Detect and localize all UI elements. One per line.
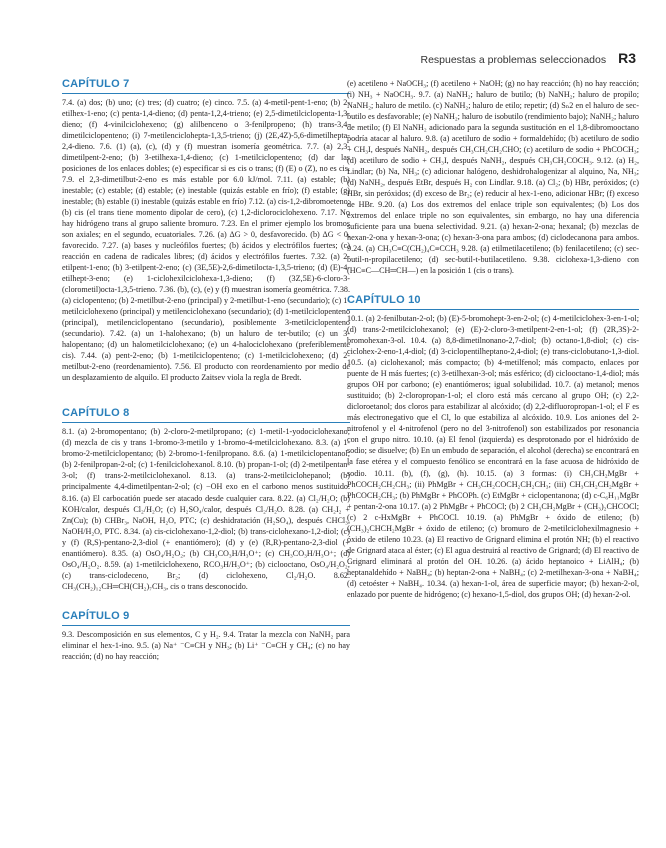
running-title: Respuestas a problemas seleccionados xyxy=(420,54,607,66)
chapter-heading: CAPÍTULO 8 xyxy=(62,407,350,423)
right-column xyxy=(347,78,639,610)
page-number: R3 xyxy=(618,50,636,66)
chapter-8-section xyxy=(62,407,350,591)
chapter-9-continued xyxy=(347,78,639,276)
chapter-heading: CAPÍTULO 10 xyxy=(347,294,639,310)
answers-text: 8.1. (a) 2-bromopentano; (b) 2-cloro-2-metilpropano; (c) 1-metil-1-yodociclohexano; (d) mezcla de cis y trans 1-bromo-3-metilo y 1-bromo-4-metilciclohexano. 8.3. (a) 1-bromo-2-metilciclopentano; (b) 2-bromo-1-fenilpropano. 8.6. (a) 1-metilciclopentanol; (b) 2-fenilpropan-2-ol; (c) 1-fenilciclohexanol. 8.10. (b) propan-1-ol; (d) 2-metilpentan-3-ol; (f) trans-2-metilciclohexanol. 8.13. (a) trans-2-metilciclohepanol; (b) principalmente 4,4-dimetilpentan-2-ol; (c) −OH exo en el carbono menos sustituido. 8.16. (a) El carbocatión puede ser atacado desde cualquier cara. 8.22. (a) Cl₂/H₂O; (b) KOH/calor, después Cl₂/H₂O; (c) H₂SO₄/calor, después Cl₂/H₂O. 8.28. (a) CH₂I₂ + Zn(Cu); (b) CHBr₃, NaOH, H₂O, PTC; (c) deshidratación (H₂SO₄), después CHCl₃, NaOH/H₂O, PTC. 8.34. (a) cis-ciclohexano-1,2-diol; (b) trans-ciclohexano-1,2-diol; (c) y (f) (R,S)-pentano-2,3-diol (+ enantiómero); (d) y (e) (R,R)-pentano-2,3-diol (+ enantiómero). 8.35. (a) OsO₄/H₂O₂; (b) CH₃CO₃H/H₃O⁺; (c) CH₃CO₃H/H₃O⁺; (d) OsO₄/H₂O₂. 8.59. (a) 1-metilciclohexeno, RCO₃H/H₃O⁺; (b) ciclooctano, OsO₄/H₂O₂; (c) trans-ciclodeceno, Br₂; (d) ciclohexeno, Cl₂/H₂O. 8.62. CH₃(CH₂)₁₂CH═CH(CH₂)₇CH₃, cis o trans desconocido. xyxy=(62,427,350,591)
answers-text: 7.4. (a) dos; (b) uno; (c) tres; (d) cuatro; (e) cinco. 7.5. (a) 4-metil-pent-1-eno; (b) 2-etilhex-1-eno; (c) penta-1,4-dieno; (d) penta-1,2,4-trieno; (e) 2,5-dimetilciclopenta-1,3-dieno; (f) 4-vinilciclohexeno; (g) alilbenceno o 3-fenilpropeno; (h) trans-3,4-dimetilciclopenteno; (i) 7-metilenciclohepta-1,3,5-trieno; (j) (2E,4Z)-5,6-dimetilhepta-2,4-dieno. 7.6. (1) (a), (c), (d) y (f) muestran isomería geométrica. 7.7. (a) 2,3-dimetilpent-2-eno; (b) 3-etilhexa-1,4-dieno; (c) 1-metilciclopenteno; (d) dar las posiciones de los enlaces dobles; (e) especificar si es cis o trans; (f) (E) o (Z), no es cis. 7.9. el 2,3-dimetilbut-2-eno es más estable por 6.0 kJ/mol. 7.11. (a) estable; (b) inestable; (c) estable; (d) estable; (e) inestable (quizás estable en frío); (f) estable; (g) inestable; (h) estable (i) inestable (quizás estable en frío) 7.12. (a) cis-1,2-dibromoeteno; (b) cis (el trans tiene momento dipolar de cero), (c) 1,2-diclorociclohexeno. 7.17. No hay hidrógeno trans al grupo saliente bromuro. 7.23. En el primer ejemplo los bromos son axiales; en el segundo, ecuatoriales. 7.26. (a) ΔG > 0, desfavorecido. (b) ΔG < 0, favorecido. 7.27. (a) bases y nucleófilos fuertes; (b) ácidos y electrófilos fuertes; (c) reacción en cadena de radicales libres; (d) ácidos y electrófilos fuertes. 7.32. (a) 2-etilpent-1-eno; (b) 3-etilpent-2-eno; (c) (3E,5E)-2,6-dimetilocta-1,3,5-trieno; (d) (E)-4-etilhept-3-eno; (e) 1-ciclohexilciclohexa-1,3-dieno; (f) (3Z,5E)-6-cloro-3-(clorometil)octa-1,3,5-trieno. 7.36. (b), (c), (e) y (f) muestran isomería geométrica. 7.38. (a) ciclopenteno; (b) 2-metilbut-2-eno (principal) y 2-metilbut-1-eno (secundario); (c) 1-metilciclohexeno (principal) y metilenciclohexano (secundario); (d) 1-metilciclopenteno (principal), metilenciclopentano (secundario), posiblemente 3-metilciclopenteno (secundario). 7.42. (a) un 1-halohexano; (b) un haluro de ter-butilo; (c) un 3-halopentano; (d) un halometilciclohexano; (e) un 4-halociclohexano (preferiblemente cis). 7.44. (a) pent-2-eno; (b) 1-metilciclopenteno; (c) 1-metilciclohexeno; (d) 2-metilbut-2-eno (reordenamiento). 7.56. El producto con reordenamiento por medio de un desplazamiento de alquilo. El producto Zaitsev viola la regla de Bredt. xyxy=(62,98,350,383)
chapter-9-section xyxy=(62,610,350,662)
left-column xyxy=(62,78,350,672)
chapter-heading: CAPÍTULO 9 xyxy=(62,610,350,626)
answers-text: 10.1. (a) 2-fenilbutan-2-ol; (b) (E)-5-bromohept-3-en-2-ol; (c) 4-metilciclohex-3-en-1-ol; (d) trans-2-metilciclohexanol; (e) (E)-2-cloro-3-metilpent-2-en-1-ol; (f) (2R,3S)-2-bromohexan-3-ol. 10.4. (a) 8,8-dimetilnonano-2,7-diol; (b) octano-1,8-diol; (c) cis-ciclohex-2-eno-1,4-diol; (d) 3-ciclopentilheptano-2,4-diol; (e) trans-ciclobutano-1,3-diol. 10.5. (a) ciclohexanol; más compacto; (b) 4-metilfenol; más compacto, enlaces por puente de H más fuertes; (c) 3-etilhexan-3-ol; más esférico; (d) ciclooctano-1,4-diol; más grupos OH por carbono; (e) enantiómeros; igual solubilidad. 10.7. (a) metanol; menos sustituido; (b) 2-cloropropan-1-ol; el cloro está más cercano al grupo OH; (c) 2,2-dicloroetanol; dos cloros para estabilizar al alcóxido; (d) 2,2-difluoropropan-1-ol; el F es más electronegativo que el Cl, lo que estabiliza al alcóxido. 10.9. Los aniones del 2-nitrofenol y el 4-nitrofenol (pero no del 3-nitrofenol) son estabilizados por resonancia con el grupo nitro. 10.10. (a) El fenol (izquierda) es desprotonado por el hidróxido de sodio; se disuelve; (b) En un embudo de separación, el alcohol (derecha) se encontrará en la fase etérea y el compuesto fenólico se encontrará en la fase acuosa de hidróxido de sodio. 10.11. (b), (f), (g), (h). 10.15. (a) 3 formas: (i) CH₃CH₂MgBr + PhCOCH₂CH₂CH₃; (ii) PhMgBr + CH₃CH₂COCH₂CH₂CH₃; (iii) CH₃CH₂CH₂MgBr + PhCOCH₂CH₃; (b) PhMgBr + PhCOPh. (c) EtMgBr + ciclopentanona; (d) c-C₆H₁₁MgBr + pentan-2-ona 10.17. (a) 2 PhMgBr + PhCOCl; (b) 2 CH₃CH₂MgBr + (CH₃)₂CHCOCl; (c) 2 c-HxMgBr + PhCOCl. 10.19. (a) PhMgBr + óxido de etileno; (b) (CH₃)₂CHCH₂MgBr + óxido de etileno; (c) bromuro de 2-metilciclohexilmagnesio + óxido de etileno 10.23. (a) El reactivo de Grignard elimina el protón NH; (b) el reactivo de Grignard ataca al éster; (c) El agua destruirá al reactivo de Grignard; (d) El reactivo de Grignard eliminará al protón del OH. 10.26. (a) ácido heptanoico + LiAlH₄; (b) heptanaldehído + NaBH₄; (b) heptan-2-ona + NaBH₄; (c) 2-metilhexan-3-ona + NaBH₄; (d) cetoéster + NaBH₄. 10.34. (a) hexan-1-ol, área de superficie mayor; (b) hexan-2-ol, enlazado por puente de hidrógeno; (c) hexano-1,5-diol, dos grupos OH; (d) hexan-2-ol. xyxy=(347,314,639,599)
chapter-7-section xyxy=(62,78,350,383)
running-header xyxy=(420,50,636,70)
answers-text: (e) acetileno + NaOCH₃; (f) acetileno + NaOH; (g) no hay reacción; (h) no hay reacción; (i) NH₃ + NaOCH₃. 9.7. (a) NaNH₂; haluro de butilo; (b) NaNH₂; haluro de propilo; NaNH₂; haluro de metilo. (c) NaNH₂; haluro de etilo; repetir; (d) Sₙ2 en el haluro de sec-butilo es desfavorable; (e) NaNH₂; haluro de isobutilo (rendimiento bajo); NaNH₂; haluro de metilo; (f) El NaNH₂ adicionado para la segunda sustitución en el 1,8-dibromooctano podría atacar al haluro. 9.8. (a) acetiluro de sodio + formaldehído; (b) acetiluro de sodio + CH₃I, después NaNH₂, después CH₃CH₂CH₂CHO; (c) acetiluro de sodio + PhCOCH₃; (d) acetiluro de sodio + CH₃I, después NaNH₂, después CH₃CH₂COCH₃. 9.12. (a) H₂, Lindlar; (b) Na, NH₃; (c) adicionar halógeno, deshidrohalogenizar al alquino, Na, NH₃; (d) NaNH₂, después EtBr, después H₂ con Lindlar. 9.18. (a) Cl₂; (b) HBr, peróxidos; (c) HBr, sin peróxidos; (d) exceso de Br₂; (e) reducir al hex-1-eno, adicionar HBr; (f) exceso de HBr. 9.20. (a) Los dos extremos del enlace triple son equivalentes; (b) Los dos extremos del enlace triple no son equivalentes, sin embargo, no hay una diferencia suficiente para una buena selectividad. 9.21. (a) hexan-2-ona; hexanal; (b) mezclas de hexan-2-ona y hexan-3-ona; (c) hexan-3-ona para ambos; (d) ciclodecanona para ambos. 9.24. (a) CH₃C≡C(CH₂)₄C≡CCH₃ 9.28. (a) etilmetilacetileno; (b) fenilacetileno; (c) sec-butil-n-propilacetileno; (d) sec-butil-t-butilacetileno. 9.38. ciclohexa-1,3-dieno con (HC≡C—CH═CH—) en la posición 1 (cis o trans). xyxy=(347,79,639,276)
chapter-heading: CAPÍTULO 7 xyxy=(62,78,350,94)
chapter-10-section xyxy=(347,294,639,599)
answers-text: 9.3. Descomposición en sus elementos, C y H₂. 9.4. Tratar la mezcla con NaNH₂ para eliminar el hex-1-ino. 9.5. (a) Na⁺ ⁻C≡CH y NH₃; (b) Li⁺ ⁻C≡CH y CH₄; (c) no hay reacción; (d) no hay reacción; xyxy=(62,629,350,661)
